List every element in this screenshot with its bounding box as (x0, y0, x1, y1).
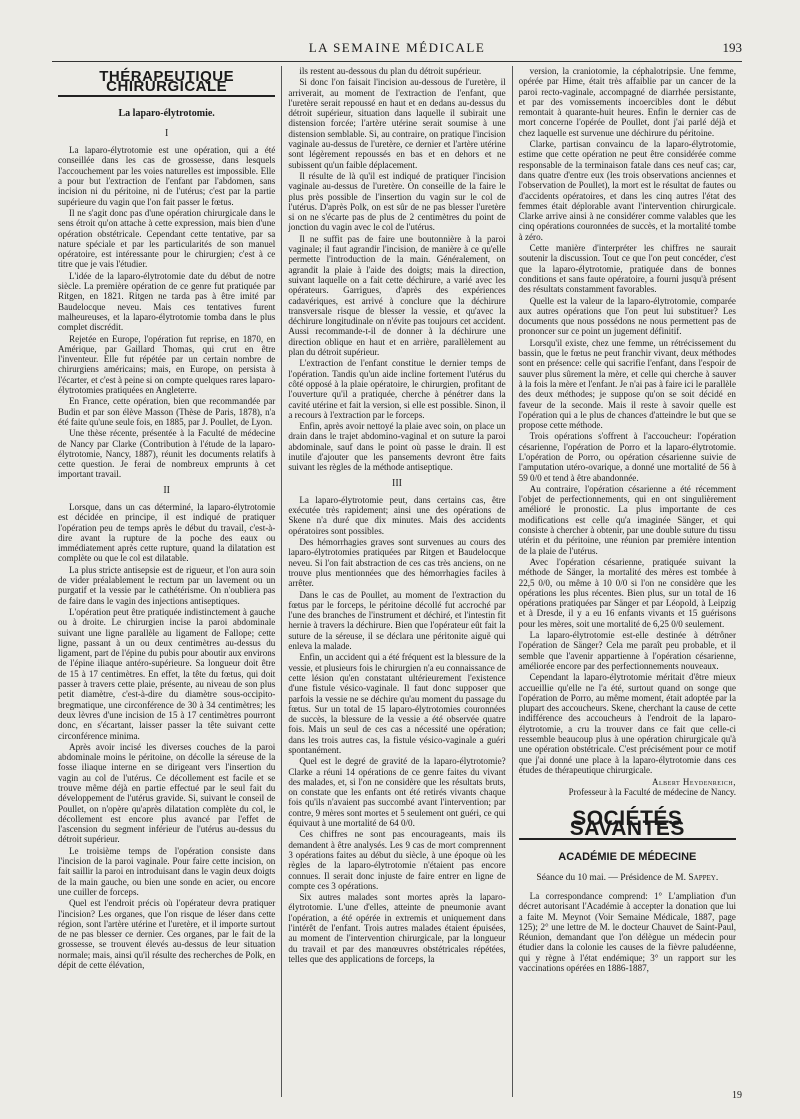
author-title: Professeur à la Faculté de médecine de Nancy. (568, 787, 736, 798)
paragraph: La laparo-élytrotomie est-elle destinée à détrôner l'opération de Sänger? Cela me paraît peu probable, et il semble que l'avenir appartienne à l'opération césarienne, améliorée encore par des perfectionnements nouveaux. (518, 630, 736, 671)
article-title: La laparo-élytrotomie. (118, 107, 215, 119)
paragraph: L'extraction de l'enfant constitue le dernier temps de l'opération. Tandis qu'un aide incline fortement l'utérus du côté opposé à la plaie opératoire, le chirurgien, profitant de l'ouverture qu'il a pratiquée, cherche à pénétrer dans la cavité utérine et fait la version, si elle est possible. Sinon, il a recours à l'extraction par le forceps. (288, 358, 506, 420)
paragraph: Quelle est la valeur de la laparo-élytrotomie, comparée aux autres opérations que l'on peut lui substituer? Les documents que nous possédons ne nous permettent pas de prononcer sur ce point un jugement définitif. (518, 295, 736, 337)
paragraph: La plus stricte antisepsie est de rigueur, et l'on aura soin de vider préalablement le rectum par un lavement ou un purgatif et la vessie par le cathétérisme. On n'oubliera pas de faire dans le vagin des injections antiseptiques. (58, 564, 276, 606)
paragraph: La correspondance comprend: 1° L'ampliation d'un décret autorisant l'Académie à accepter la donation que lui a faite M. Meynot (Voir Semaine Médicale, 1887, page 125); 2° une lettre de M. le docteur Chauvet de Saint-Paul, Réunion, demandant que l'on délègue un médecin pour étudier dans la colonie les causes de la fièvre paludéenne, qui y règne à l'état endémique; 3° un rapport sur les vaccinations opérées en 1886-1887, (518, 890, 736, 974)
paragraph: Cependant la laparo-élytrotomie méritait d'être mieux accueillie qu'elle ne l'a été, surtout quand on songe que l'opération de Porro, au même moment, était adoptée par la plupart des accoucheurs. Skene, cherchant la cause de cette indifférence des accoucheurs à l'endroit de la laparo-élytrotomie, a cru la trouver dans ce fait que celle-ci ressemble beaucoup plus à une opération chirurgicale qu'à une opération obstétricale. C'est précisément pour ce motif que j'ai donné une place à la laparo-élytrotomie dans ces études de thérapeutique chirurgicale. (518, 672, 736, 775)
paragraph: L'idée de la laparo-élytrotomie date du début de notre siècle. La première opération de ce genre fut pratiquée par Ritgen, en 1821. Ritgen ne tarda pas à être imité par Baudelocque neveu. Mais ces tentatives furent malheureuses, et la laparo-élytrotomie tomba dans le plus complet discrédit. (58, 270, 276, 333)
paragraph: L'opération peut être pratiquée indistinctement à gauche ou à droite. Le chirurgien incise la paroi abdominale suivant une ligne parallèle au ligament de Fallope; cette ligne, passant à un ou deux centimètres au-dessus du ligament, part de l'épine du pubis pour aboutir aux environs de l'épine iliaque antéro-supérieure. Sa longueur doit être de 15 à 17 centimètres. En effet, la tête du fœtus, qui doit passer à travers cette plaie, présente, au niveau de son plus petit diamètre, c'est-à-dire du diamètre sous-occipito-bregmatique, une circonférence de 30 à 34 centimètres; les deux lèvres d'une incision de 15 à 17 centimètres pourront donc, en s'écartant, laisser passer la tête suivant cette circonférence minima. (58, 606, 276, 741)
paragraph: Enfin, un accident qui a été fréquent est la blessure de la vessie, et plusieurs fois le chirurgien n'a eu connaissance de cette lésion qu'en constatant ultérieurement l'existence d'une fistule vésico-vaginale. Il faut donc supposer que parfois la vessie ne se déchire qu'au moment du passage du fœtus. Sur un total de 15 laparo-élytrotomies couronnées de succès, la blessure de la vessie a été observée quatre fois. Mais un seul de ces cas a nécessité une opération; dans les trois autres cas, la fistule vésico-vaginale a guéri spontanément. (288, 652, 506, 755)
column-2 (281, 66, 511, 1097)
session-text: Séance du 10 mai. — Présidence de M. (536, 872, 689, 883)
paragraph: Quel est l'endroit précis où l'opérateur devra pratiquer l'incision? Les organes, que l'on risque de léser dans cette région, sont l'artère utérine et l'uretère, et il importe surtout de ne pas blesser ce dernier. Ces organes, par le fait de la grossesse, se trouvent élevés au-dessus de leur situation normale; mais, ainsi qu'il résulte des recherches de Polk, en dépit de cette élévation, (58, 898, 276, 971)
paragraph: Une thèse récente, présentée à la Faculté de médecine de Nancy par Clarke (Contribution à l'étude de la laparo-élytrotomie, Nancy, 1887), réunit les documents relatifs à cette question. Je ferai de nombreux emprunts à cet important travail. (58, 428, 276, 480)
paragraph: Le troisième temps de l'opération consiste dans l'incision de la paroi vaginale. Pour faire cette incision, on fait saillir la paroi en introduisant dans le vagin deux doigts de la main gauche, ou bien une sonde en acier, ou encore une cuiller de forceps. (58, 845, 276, 897)
paragraph: Des hémorrhagies graves sont survenues au cours des laparo-élytrotomies pratiquées par Ritgen et Baudelocque neveu. Si l'on fait abstraction de ces cas très anciens, on ne trouve plus mentionnées que des hémorrhagies faciles à arrêter. (288, 537, 506, 589)
session-president: Sappey. (688, 872, 719, 883)
paragraph: Trois opérations s'offrent à l'accoucheur: l'opération césarienne, l'opération de Porro et la laparo-élytrotomie. L'opération de Porro, ou opération césarienne suivie de l'amputation utéro-ovarique, a donné une mortalité de 56 à 59 0/0 et tend à être abandonnée. (518, 431, 736, 483)
paragraph: Six autres malades sont mortes après la laparo-élytrotomie. L'une d'elles, atteinte de pneumonie avant l'opération, a été opérée in extremis et uniquement dans l'intérêt de l'enfant. Trois autres malades étaient épuisées, au moment de l'intervention chirurgicale, par la longueur du travail et par des manœuvres obstétricales répétées, telles que des applications de forceps, la (288, 892, 506, 964)
column-3 (512, 66, 742, 1097)
paragraph: ils restent au-dessous du plan du détroit supérieur. (299, 66, 482, 76)
paragraph: Lorsqu'il existe, chez une femme, un rétrécissement du bassin, que le fœtus ne peut franchir vivant, deux méthodes sont en présence: celle qui sacrifie l'enfant, dans l'espoir de sauver plus sûrement la mère, et celle qui cherche à sauver à la fois la mère et l'enfant. Je n'ai pas à faire ici le parallèle des deux méthodes; je suppose qu'on se soit décidé en faveur de la seconde. Mais il reste à savoir quelle est l'opération qui a le plus de chances d'atteindre le but que se propose cette méthode. (518, 337, 736, 431)
section-title-societes: SOCIÉTÉS SAVANTES (569, 806, 685, 841)
paragraph: Cette manière d'interpréter les chiffres ne saurait soutenir la discussion. Tout ce que l'on peut concéder, c'est que la laparo-élytrotomie, pratiquée dans de bonnes conditions et sans faute opératoire, a fourni jusqu'à présent des résultats constamment favorables. (518, 243, 736, 295)
page-number: 193 (722, 40, 742, 55)
journal-title: LA SEMAINE MÉDICALE (308, 40, 486, 55)
signature-mark: 19 (732, 1090, 742, 1101)
paragraph: Clarke, partisan convaincu de la laparo-élytrotomie, estime que cette opération ne peut être considérée comme responsable de la terminaison fatale dans ces neuf cas; car, dans quatre d'entre eux (les trois observations anciennes et l'observation de Poullet), la mort est le résultat de fautes ou d'accidents opératoires, et dans les cinq autres l'état des femmes était déplorable avant l'intervention chirurgicale. Clarke arrive ainsi à ne considérer comme valables que les cinq opérations couronnées de succès, et la mortalité tombe à zéro. (518, 139, 736, 242)
paragraph: version, la craniotomie, la céphalotripsie. Une femme, opérée par Hime, était très affaiblie par un cancer de la paroi recto-vaginale, accompagné de diarrhée persistante, et par des vomissements incoercibles dont le début remontait à quarante-huit heures. Enfin le dernier cas de mort concerne l'opérée de Poullet, dont j'ai parlé déjà et chez laquelle est survenue une déchirure du péritoine. (518, 66, 736, 138)
part-number-1: I (164, 127, 169, 139)
paragraph: Il ne suffit pas de faire une boutonnière à la paroi vaginale; il faut agrandir l'incision, de manière à ce qu'elle permette l'introduction de la main. Généralement, on agrandit la plaie à l'aide des doigts; mais la direction, suivant laquelle on a fait cette déchirure, a varié avec les opérateurs. Garrigues, d'après des expériences cadavériques, est arrivé à conclure que la déchirure transversale risque de blesser la vessie, et qu'avec la déchirure longitudinale on n'évite pas toujours cet accident. Aussi recommande-t-il de donner à la déchirure une direction oblique en haut et en arrière, parallèlement au plan du détroit supérieur. (288, 233, 506, 358)
author-name: Albert Heydenreich, (652, 777, 736, 788)
paragraph: La laparo-élytrotomie est une opération, qui a été conseillée dans les cas de grossesse, dans lesquels l'accouchement par les voies naturelles est impossible. Elle a pour but l'extraction de l'enfant par l'abdomen, sans incision ni du péritoine, ni de l'utérus; c'est par la partie supérieure du vagin que l'on fait passer le fœtus. (58, 145, 276, 207)
paragraph: Si donc l'on faisait l'incision au-dessous de l'uretère, il arriverait, au moment de l'extraction de l'enfant, que l'uretère serait repoussé en haut et en dedans au-dessus du détroit supérieur, situation dans laquelle il subirait une distension forcée; l'artère utérine serait soumise à une distension semblable. Si, au contraire, on pratique l'incision vaginale au-dessus de l'uretère, ce dernier et l'artère utérine sont légèrement repoussés en bas et en dehors et ne subissent qu'un faible déplacement. (288, 77, 506, 170)
paragraph: Dans le cas de Poullet, au moment de l'extraction du fœtus par le forceps, le péritoine décollé fut accroché par l'une des branches de l'instrument et déchiré, et l'intestin fit hernie à travers la déchirure. Bien que l'opérateur eût fait la suture de la séreuse, il se déclara une péritonite aiguë qui enleva la malade. (288, 589, 506, 652)
text-columns (52, 66, 742, 1097)
academy-heading: ACADÉMIE DE MÉDECINE (558, 851, 697, 864)
author-signature (519, 777, 736, 798)
header-rule (52, 61, 742, 62)
paragraph: Il ne s'agit donc pas d'une opération chirurgicale dans le sens étroit qu'on attache à cette expression, mais bien d'une opération obstétricale. Cependant cette tentative, par sa nature spéciale et par les particularités de son manuel opératoire, est intéressante pour le chirurgien; c'est à ce titre que je vais l'étudier. (58, 207, 276, 270)
paragraph: Enfin, après avoir nettoyé la plaie avec soin, on place un drain dans le trajet abdomino-vaginal et on suture la paroi abdominale, sauf dans le point où passe le drain. Il est inutile d'ajouter que les pansements devront être faits suivant les règles de la méthode antiseptique. (288, 421, 506, 473)
paragraph: Il résulte de là qu'il est indiqué de pratiquer l'incision vaginale au-dessus de l'uretère. On conseille de la faire le plus près possible de l'insertion du vagin sur le col de l'utérus. D'après Polk, on est sûr de ne pas blesser l'uretère si on ne s'écarte pas de plus de 2 centimètres du point de jonction du vagin avec le col de l'utérus. (288, 170, 506, 233)
paragraph: Au contraire, l'opération césarienne a été récemment l'objet de perfectionnements, qui en ont singulièrement amélioré le pronostic. La plus importante de ces modifications est celle qu'a imaginée Sänger, et qui consiste à chercher à obtenir, par une double suture du tissu utérin et du péritoine, une réunion par première intention de la plaie de l'utérus. (518, 483, 736, 556)
column-1 (52, 66, 281, 1097)
paragraph: Lorsque, dans un cas déterminé, la laparo-élytrotomie est décidée en principe, il est indiqué de pratiquer l'opération peu de temps après le début du travail, c'est-à-dire avant la rupture de la poche des eaux ou immédiatement après cette rupture, quand la dilatation est complète ou que le col est dilatable. (58, 501, 276, 564)
paragraph: Avec l'opération césarienne, pratiquée suivant la méthode de Sänger, la mortalité des mères est tombée à 22,5 0/0, ou même à 10 0/0 si l'on ne considère que les opérations les plus récentes. Bien plus, sur un total de 16 opérations pratiquées par Sänger et par Léopold, à Leipzig et à Dresde, il y a eu 16 enfants vivants et 15 guérisons pour les mères, soit une mortalité de 6,25 0/0 seulement. (518, 556, 736, 629)
paragraph: La laparo-élytrotomie peut, dans certains cas, être exécutée très rapidement; ainsi une des opérations de Skene n'a duré que dix minutes. Mais des accidents opératoires sont possibles. (288, 494, 506, 536)
paragraph: Quel est le degré de gravité de la laparo-élytrotomie? Clarke a réuni 14 opérations de ce genre faites du vivant des malades, et, si l'on ne considère que les résultats bruts, on constate que les enfants ont été retirés vivants chaque fois qu'ils n'avaient pas succombé avant l'intervention; par contre, 9 mères sont mortes et 5 seulement ont guéri, ce qui équivaut à une mortalité de 64 0/0. (288, 756, 506, 829)
paragraph: En France, cette opération, bien que recommandée par Budin et par son élève Masson (Thèse de Paris, 1878), n'a été faite qu'une seule fois, en 1885, par J. Poullet, de Lyon. (58, 396, 276, 427)
paragraph: Rejetée en Europe, l'opération fut reprise, en 1870, en Amérique, par Gaillard Thomas, qui crut en être l'inventeur. Elle fut répétée par un certain nombre de chirurgiens américains; mais, en Europe, on persista à l'écarter, et c'est à peine si on compte quelques rares laparo-élytrotomies pratiquées en Angleterre. (58, 333, 276, 396)
section-title: THÉRAPEUTIQUE CHIRURGICALE (99, 68, 235, 96)
session-line (519, 873, 736, 883)
running-header (52, 40, 742, 58)
part-number-3: III (391, 477, 402, 489)
paragraph: Ces chiffres ne sont pas encourageants, mais ils demandent à être analysés. Les 9 cas de mort comprennent 3 opérations faites au début du siècle, à une époque où les règles de la laparo-élytrotomie n'étaient pas encore connues. Il serait donc injuste de faire entrer en ligne de compte ces 3 opérations. (288, 829, 506, 891)
part-number-2: II (163, 484, 170, 496)
paragraph: Après avoir incisé les diverses couches de la paroi abdominale moins le péritoine, on décolle la séreuse de la fosse iliaque interne en se dirigeant vers l'insertion du vagin au col de l'utérus. Ce décollement est facile et se trouve même déjà en partie effectué par le seul fait du développement de l'utérus gravide. Si, suivant le conseil de Poullet, on n'opère qu'après dilatation complète du col, le décollement est encore plus avancé par l'effet de l'ascension du segment inférieur de l'utérus au-dessus du détroit supérieur. (58, 741, 276, 845)
